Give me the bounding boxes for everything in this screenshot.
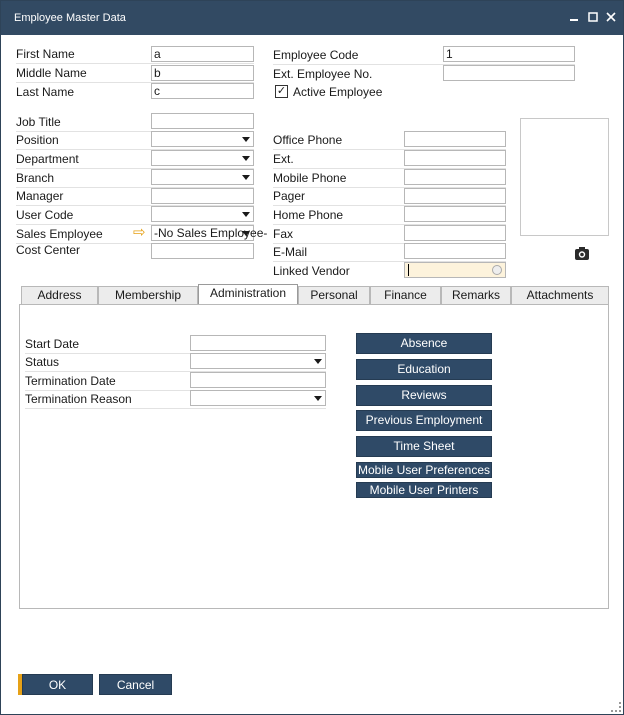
- previous-employment-button[interactable]: Previous Employment: [356, 410, 492, 431]
- chevron-down-icon: [242, 137, 250, 142]
- time-sheet-button[interactable]: Time Sheet: [356, 436, 492, 457]
- fax-field[interactable]: [404, 225, 506, 241]
- choose-from-list-icon[interactable]: [492, 265, 502, 275]
- pager-field[interactable]: [404, 188, 506, 204]
- employee-code-label: Employee Code: [273, 48, 359, 62]
- chevron-down-icon: [314, 396, 322, 401]
- job-title-label: Job Title: [16, 115, 61, 129]
- position-label: Position: [16, 133, 59, 147]
- tab-label: Address: [37, 288, 82, 302]
- linked-vendor-label: Linked Vendor: [273, 264, 350, 278]
- email-field[interactable]: [404, 243, 506, 259]
- tab-label: Personal: [310, 288, 358, 302]
- ok-button[interactable]: OK: [22, 674, 93, 695]
- chevron-down-icon: [242, 175, 250, 180]
- office-phone-field[interactable]: [404, 131, 506, 147]
- close-icon[interactable]: [604, 10, 618, 24]
- maximize-icon[interactable]: [586, 10, 600, 24]
- cost-center-field[interactable]: [151, 243, 254, 259]
- start-date-field[interactable]: [190, 335, 326, 351]
- tab-personal[interactable]: [298, 286, 370, 305]
- tab-label: Administration: [209, 286, 287, 300]
- chevron-down-icon: [242, 231, 250, 236]
- tab-attachments[interactable]: [511, 286, 609, 305]
- sales-employee-label: Sales Employee: [16, 227, 103, 241]
- chevron-down-icon: [242, 156, 250, 161]
- sales-employee-value: -No Sales Employee-: [154, 226, 268, 240]
- tab-label: Remarks: [451, 288, 500, 302]
- last-name-label: Last Name: [16, 85, 75, 99]
- active-employee-checkbox[interactable]: ✓: [276, 85, 287, 97]
- tab-label: Finance: [384, 288, 427, 302]
- tab-finance[interactable]: [370, 286, 441, 305]
- divider: [16, 63, 254, 64]
- job-title-field[interactable]: [151, 113, 254, 129]
- last-name-field[interactable]: c: [151, 83, 254, 99]
- home-phone-field[interactable]: [404, 206, 506, 222]
- cancel-button[interactable]: Cancel: [99, 674, 172, 695]
- ext-field[interactable]: [404, 150, 506, 166]
- cost-center-label: Cost Center: [16, 243, 81, 257]
- tab-administration[interactable]: [198, 284, 298, 305]
- tab-remarks[interactable]: [441, 286, 511, 305]
- link-arrow-icon[interactable]: ⇨: [133, 224, 146, 241]
- ext-label: Ext.: [273, 152, 294, 166]
- middle-name-field[interactable]: b: [151, 65, 254, 81]
- tab-bar: [21, 286, 609, 305]
- ext-employee-no-label: Ext. Employee No.: [273, 67, 373, 81]
- department-label: Department: [16, 152, 79, 166]
- pager-label: Pager: [273, 189, 306, 203]
- status-dropdown[interactable]: [190, 353, 326, 369]
- employee-code-field[interactable]: 1: [443, 46, 575, 62]
- reviews-button[interactable]: Reviews: [356, 385, 492, 406]
- middle-name-label: Middle Name: [16, 66, 87, 80]
- home-phone-label: Home Phone: [273, 208, 344, 222]
- termination-date-field[interactable]: [190, 372, 326, 388]
- title-bar: [1, 1, 623, 35]
- window-title: Employee Master Data: [14, 12, 126, 24]
- linked-vendor-field[interactable]: [404, 262, 506, 278]
- office-phone-label: Office Phone: [273, 133, 343, 147]
- position-dropdown[interactable]: [151, 131, 254, 147]
- absence-button[interactable]: Absence: [356, 333, 492, 354]
- chevron-down-icon: [314, 359, 322, 364]
- manager-field[interactable]: [151, 188, 254, 204]
- manager-label: Manager: [16, 189, 64, 203]
- tab-membership[interactable]: [98, 286, 198, 305]
- fax-label: Fax: [273, 227, 294, 241]
- mobile-user-preferences-button[interactable]: Mobile User Preferences: [357, 463, 491, 477]
- email-label: E-Mail: [273, 245, 308, 259]
- termination-reason-dropdown[interactable]: [190, 390, 326, 406]
- status-label: Status: [25, 355, 60, 369]
- chevron-down-icon: [242, 212, 250, 217]
- camera-icon[interactable]: [574, 246, 590, 261]
- resize-grip-icon[interactable]: [611, 702, 621, 712]
- divider: [25, 408, 326, 409]
- mobile-phone-field[interactable]: [404, 169, 506, 185]
- tab-label: Membership: [114, 288, 182, 302]
- branch-label: Branch: [16, 171, 55, 185]
- termination-date-label: Termination Date: [25, 374, 116, 388]
- termination-reason-label: Termination Reason: [25, 392, 132, 406]
- mobile-user-printers-button[interactable]: Mobile User Printers: [356, 482, 492, 498]
- first-name-label: First Name: [16, 47, 75, 61]
- department-dropdown[interactable]: [151, 150, 254, 166]
- user-code-label: User Code: [16, 208, 74, 222]
- user-code-dropdown[interactable]: [151, 206, 254, 222]
- first-name-field[interactable]: a: [151, 46, 254, 62]
- education-button[interactable]: Education: [356, 359, 492, 380]
- start-date-label: Start Date: [25, 337, 80, 351]
- ext-employee-no-field[interactable]: [443, 65, 575, 81]
- active-employee-label: Active Employee: [293, 85, 383, 99]
- branch-dropdown[interactable]: [151, 169, 254, 185]
- employee-picture-box[interactable]: [520, 118, 609, 236]
- tab-label: Attachments: [526, 288, 594, 302]
- tab-address[interactable]: [21, 286, 98, 305]
- text-cursor: [408, 264, 409, 276]
- minimize-icon[interactable]: [567, 10, 581, 24]
- mobile-phone-label: Mobile Phone: [273, 171, 347, 185]
- sales-employee-dropdown[interactable]: [151, 225, 268, 241]
